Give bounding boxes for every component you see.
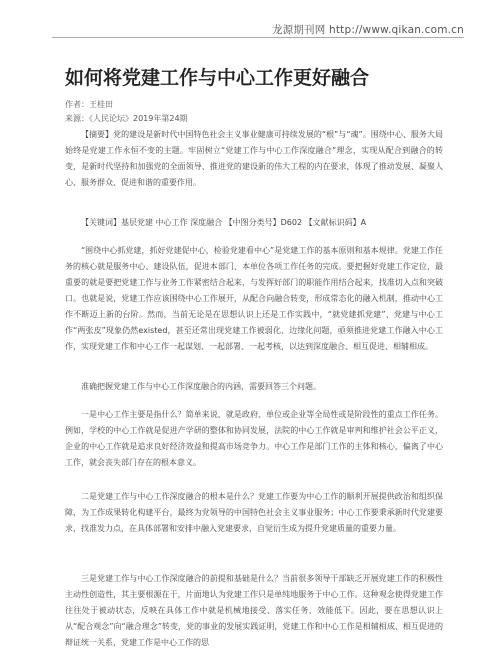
body-paragraph-5: 三是党建工作与中心工作深度融合的前提和基础是什么？当前很多领导干部缺乏开展党建工作的积极性主动性创造性，其主要根源在于，片面地认为党建工作只是单纯地服务于中心工作。这种观念使得党建工作往往处于被动状态，反映在具体工作中就是机械地接受、落实任务，效能低下。因此，要在思想认识上从“配合观念”向“融合理念”转变，党的事业的发展实践证明，党建工作和中心工作是相辅相成、相互促进的辩证统一关系，党建工作是中心工作的思 [65,574,443,647]
site-header [0,0,502,44]
article-source: 来源：《人民论坛》2019年第24期 [65,114,188,123]
body-paragraph-3: 一是中心工作主要是指什么？简单来说，就是政府、单位或企业等全局性或是阶段性的重点工作任务。例如，学校的中心工作就是促进产学研的整体和协同发展，法院的中心工作就是审判和维护社会公平正义，企业的中心工作就是追求良好经济效益和提高市场竞争力。中心工作是部门工作的主体和核心，偏离了中心工作，就会丧失部门存在的根本意义。 [65,410,443,467]
abstract: 【摘要】党的建设是新时代中国特色社会主义事业健康可持续发展的“根”与“魂”。围绕中心、服务大局始终是党建工作永恒不变的主题。牢固树立“党建工作与中心工作深度融合”理念，实现从配合到融合的转变，是新时代坚持和加强党的全面领导、推进党的建设新的伟大工程的内在要求，体现了推动发展、凝聚人心、服务群众、促进和谐的重要作用。 [65,130,443,187]
keywords: 【关键词】基层党建 中心工作 深度融合 【中图分类号】D602 【文献标识码】A [81,218,367,227]
body-paragraph-1: “围绕中心抓党建，抓好党建促中心，检验党建看中心”是党建工作的基本原则和基本规律。党建工作任务的核心就是服务中心、建设队伍，促进本部门、本单位各项工作任务的完成。要把握好党建工作定位，最重要的就是要把党建工作与业务工作紧密结合起来，与发挥好部门的职能作用结合起来，找准切入点和突破口。也就是说，党建工作应该围绕中心工作展开，从配合向融合转变，形成常态化的融入机制，推动中心工作不断迈上新的台阶。然而，当前无论是在思想认识上还是工作实践中，“就党建抓党建”、党建与中心工作“两张皮”现象仍然existed，甚至还常出现党建工作被弱化、边缘化问题，亟须推进党建工作融入中心工作，实现党建工作和中心工作一起谋划、一起部署、一起考核，以达到深度融合、相互促进、相辅相成。 [65,246,443,351]
header-divider [52,37,464,38]
body-paragraph-4: 二是党建工作与中心工作深度融合的根本是什么？党建工作要为中心工作的顺利开展提供政治和组织保障，为工作成果转化构建平台，最终为党领导的中国特色社会主义事业服务；中心工作要秉承新时代党建要求，找准发力点，在具体部署和安排中融入党建要求，自觉衍生成为提升党建质量的重要力量。 [65,492,443,533]
article-author: 作者：王桂田 [65,100,113,109]
site-url[interactable]: 龙源期刊网 http://www.qikan.com.cn [271,24,464,36]
body-paragraph-2: 准确把握党建工作与中心工作深度融合的内涵，需要回答三个问题。 [81,382,321,391]
article-title: 如何将党建工作与中心工作更好融合 [65,67,370,89]
